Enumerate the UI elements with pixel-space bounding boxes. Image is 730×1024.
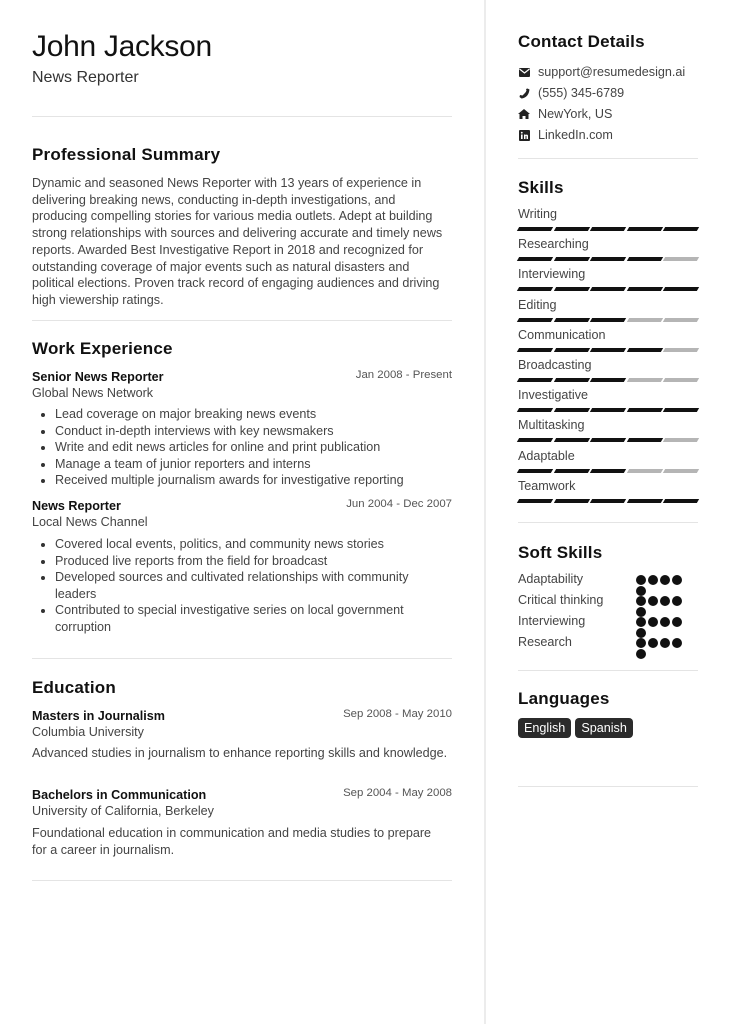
rating-dot (660, 596, 670, 606)
bullet-item: Received multiple journalism awards for investigative reporting (32, 472, 452, 489)
skill-level-segment (663, 348, 699, 352)
skill-label: Broadcasting (518, 358, 592, 372)
skill-label: Researching (518, 237, 589, 252)
skill-item (518, 479, 698, 503)
skill-level-segment (627, 348, 663, 352)
rating-dot (648, 617, 658, 627)
skill-level-bar (518, 469, 698, 473)
skill-level-segment (553, 348, 589, 352)
job-title: News Reporter (32, 499, 121, 513)
divider (32, 116, 452, 117)
rating-dot (672, 617, 682, 627)
bullet-item: Produced live reports from the field for broadcast (32, 553, 432, 570)
divider (518, 670, 698, 671)
skill-level-segment (517, 378, 553, 382)
soft-skill-item (518, 572, 698, 586)
skill-item (518, 237, 698, 261)
job-org: Global News Network (32, 386, 154, 400)
email-text: support@resumedesign.ai (538, 65, 686, 79)
rating-dot (672, 575, 682, 585)
rating-dot (648, 596, 658, 606)
skill-level-bar (518, 348, 698, 352)
skill-level-segment (663, 378, 699, 382)
bullet-item: Lead coverage on major breaking news events (32, 406, 452, 423)
skill-item (518, 418, 698, 442)
skill-item (518, 207, 698, 231)
skill-level-segment (627, 378, 663, 382)
skill-item (518, 358, 698, 382)
skill-level-bar (518, 499, 698, 503)
rating-dot (636, 596, 646, 606)
skill-level-bar (518, 257, 698, 261)
education-dates: Sep 2008 - May 2010 (343, 708, 452, 720)
skill-label: Multitasking (518, 418, 585, 433)
skills-heading: Skills (518, 178, 564, 197)
skill-level-segment (627, 287, 663, 291)
divider (518, 158, 698, 159)
skill-level-segment (590, 318, 626, 322)
skill-level-segment (590, 408, 626, 412)
bullet-item: Manage a team of junior reporters and interns (32, 456, 452, 473)
soft-skill-rating-dots (636, 638, 684, 659)
school: Columbia University (32, 725, 144, 739)
skill-level-segment (517, 318, 553, 322)
divider (518, 522, 698, 523)
skill-level-segment (517, 499, 553, 503)
skill-level-segment (553, 378, 589, 382)
job-bullets (32, 406, 452, 489)
languages-heading: Languages (518, 689, 610, 708)
job-bullets (32, 536, 432, 635)
soft-skills-heading: Soft Skills (518, 543, 603, 562)
contact-phone[interactable] (518, 86, 624, 100)
rating-dot (672, 638, 682, 648)
phone-text: (555) 345-6789 (538, 86, 625, 100)
candidate-title: News Reporter (32, 69, 139, 86)
skill-item (518, 388, 698, 412)
skill-level-segment (590, 227, 626, 231)
summary-heading: Professional Summary (32, 145, 221, 164)
skill-level-segment (590, 257, 626, 261)
soft-skill-item (518, 635, 698, 649)
skill-level-segment (517, 408, 553, 412)
contact-heading: Contact Details (518, 32, 645, 51)
divider (32, 880, 452, 881)
soft-skill-item (518, 614, 698, 628)
phone-icon (518, 87, 530, 99)
skill-label: Interviewing (518, 267, 586, 282)
skill-level-segment (517, 287, 553, 291)
column-divider (484, 0, 486, 1024)
skill-level-segment (517, 257, 553, 261)
skill-label: Editing (518, 297, 557, 312)
skill-level-segment (590, 499, 626, 503)
job-dates: Jan 2008 - Present (355, 369, 452, 381)
rating-dot (660, 617, 670, 627)
summary-text: Dynamic and seasoned News Reporter with 13 years of experience in delivering breaking news, conducting in-depth investigations, and producing compelling stories for various media outlets. Adept at building strong relationships with sources and delivering accurate and timely news reports. Awarded Best Investigative Report in 2018 and recognized for outstanding coverage of major events such as natural disasters and political elections. Proven track record of engaging audiences and driving high viewership ratings. (32, 176, 443, 307)
skill-level-segment (627, 318, 663, 322)
language-chips (518, 718, 633, 738)
job-title: Senior News Reporter (32, 370, 164, 384)
skill-level-segment (553, 438, 589, 442)
degree: Bachelors in Communication (32, 788, 207, 802)
contact-linkedin[interactable] (518, 128, 613, 142)
skill-level-segment (553, 499, 589, 503)
skill-level-segment (627, 408, 663, 412)
skill-level-bar (518, 408, 698, 412)
soft-skill-label: Adaptability (518, 572, 584, 586)
skill-level-segment (663, 257, 699, 261)
skill-level-segment (627, 499, 663, 503)
rating-dot (636, 649, 646, 659)
degree: Masters in Journalism (32, 709, 165, 723)
skill-item (518, 328, 698, 352)
soft-skill-label: Critical thinking (518, 593, 604, 607)
divider (32, 658, 452, 659)
candidate-name: John Jackson (32, 30, 212, 63)
education-dates: Sep 2004 - May 2008 (343, 787, 452, 799)
soft-skill-item (518, 593, 698, 607)
skill-level-bar (518, 378, 698, 382)
skill-level-segment (553, 318, 589, 322)
bullet-item: Conduct in-depth interviews with key newsmakers (32, 423, 452, 440)
skill-level-bar (518, 438, 698, 442)
contact-email[interactable] (518, 65, 685, 79)
divider (32, 320, 452, 321)
envelope-icon (518, 66, 530, 78)
location-text: NewYork, US (538, 107, 613, 121)
skill-level-segment (517, 227, 553, 231)
soft-skill-label: Interviewing (518, 614, 586, 628)
skill-label: Communication (518, 327, 606, 342)
skill-level-segment (590, 378, 626, 382)
skill-level-segment (627, 227, 663, 231)
rating-dot (660, 638, 670, 648)
bullet-item: Write and edit news articles for online and print publication (32, 439, 452, 456)
skill-level-segment (553, 287, 589, 291)
skill-level-segment (590, 348, 626, 352)
skill-level-segment (553, 257, 589, 261)
linkedin-icon (518, 129, 530, 141)
skill-level-segment (627, 469, 663, 473)
bullet-item: Developed sources and cultivated relationships with community leaders (32, 569, 432, 602)
skill-level-segment (663, 469, 699, 473)
skill-item (518, 449, 698, 473)
skill-level-segment (590, 287, 626, 291)
skill-level-bar (518, 227, 698, 231)
job-org: Local News Channel (32, 515, 148, 529)
skill-level-segment (627, 438, 663, 442)
soft-skill-label: Research (518, 635, 572, 649)
skill-level-segment (553, 227, 589, 231)
rating-dot (648, 638, 658, 648)
rating-dot (660, 575, 670, 585)
rating-dot (648, 575, 658, 585)
skill-level-segment (663, 287, 699, 291)
language-chip: Spanish (575, 718, 633, 738)
skill-level-segment (590, 469, 626, 473)
contact-location (518, 107, 612, 121)
education-desc: Foundational education in communication and media studies to prepare for a career in journalism. (32, 826, 432, 857)
divider (518, 786, 698, 787)
rating-dot (636, 638, 646, 648)
skill-level-segment (663, 408, 699, 412)
bullet-item: Contributed to special investigative series on local government corruption (32, 602, 432, 635)
skill-label: Teamwork (518, 478, 576, 493)
skill-item (518, 267, 698, 291)
skill-level-segment (663, 227, 699, 231)
rating-dot (672, 596, 682, 606)
skill-label: Adaptable (518, 448, 575, 463)
skill-level-segment (517, 438, 553, 442)
skill-item (518, 298, 698, 322)
rating-dot (636, 575, 646, 585)
home-icon (518, 108, 530, 120)
skill-level-segment (553, 408, 589, 412)
skill-level-bar (518, 318, 698, 322)
job-dates: Jun 2004 - Dec 2007 (346, 498, 452, 510)
linkedin-text: LinkedIn.com (538, 128, 613, 142)
skill-level-segment (627, 257, 663, 261)
skill-level-segment (663, 438, 699, 442)
education-desc: Advanced studies in journalism to enhance reporting skills and knowledge. (32, 746, 448, 760)
school: University of California, Berkeley (32, 804, 214, 818)
skill-level-segment (663, 499, 699, 503)
skill-level-segment (517, 469, 553, 473)
bullet-item: Covered local events, politics, and community news stories (32, 536, 432, 553)
skill-label: Investigative (518, 388, 589, 403)
skill-level-segment (517, 348, 553, 352)
experience-heading: Work Experience (32, 339, 173, 358)
skill-level-bar (518, 287, 698, 291)
education-heading: Education (32, 678, 116, 697)
skill-level-segment (553, 469, 589, 473)
skill-level-segment (590, 438, 626, 442)
skill-label: Writing (518, 207, 557, 221)
language-chip: English (518, 718, 571, 738)
rating-dot (636, 617, 646, 627)
skill-level-segment (663, 318, 699, 322)
